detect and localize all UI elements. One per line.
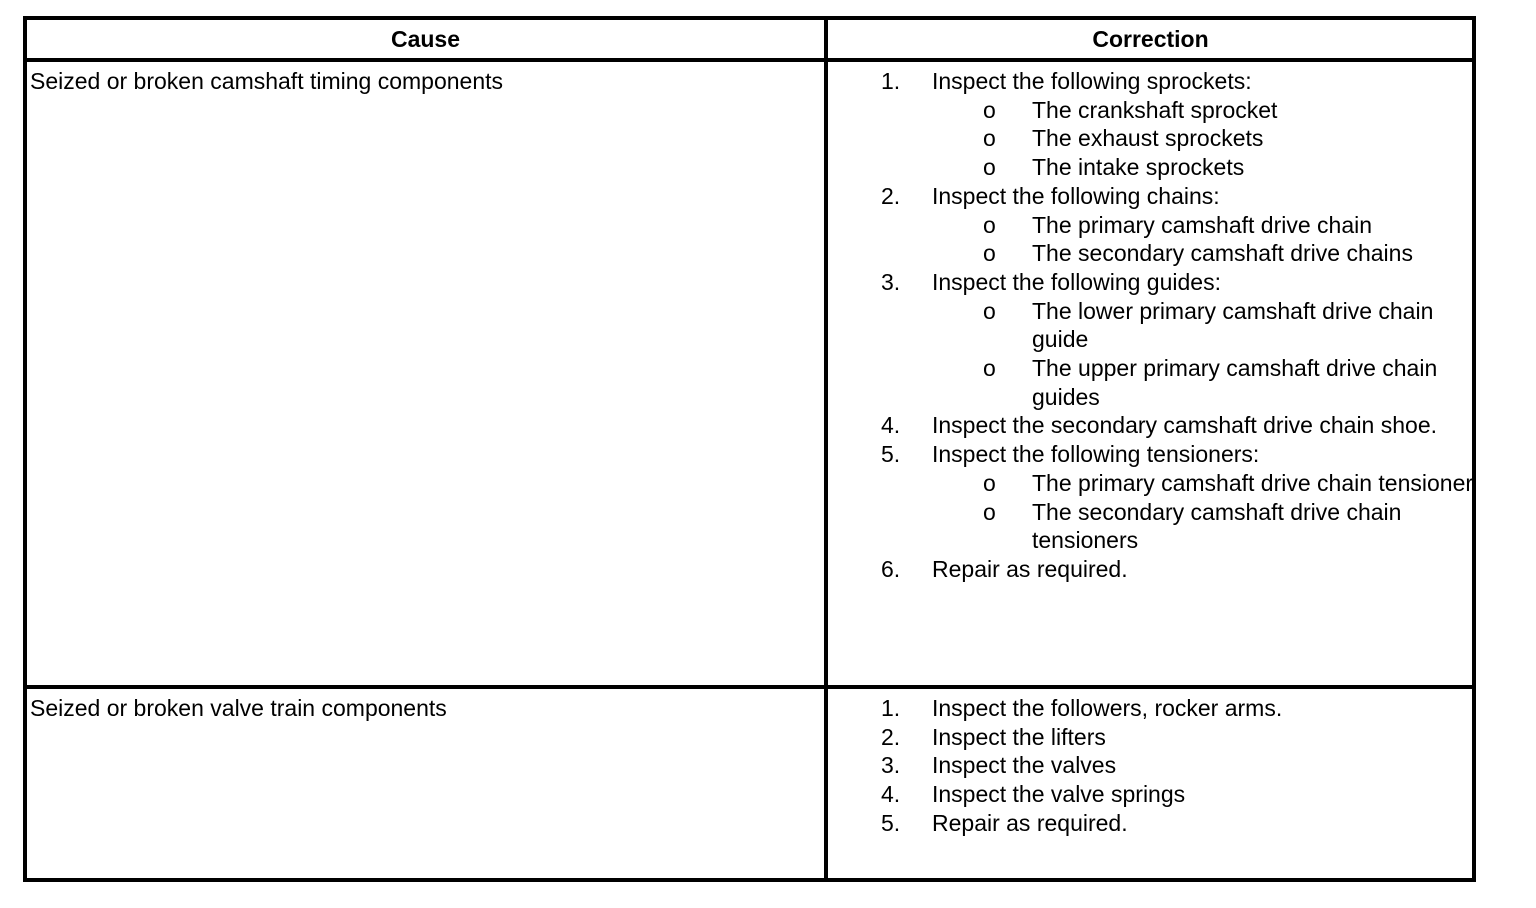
step-number: 5. — [881, 809, 901, 836]
sub-step — [828, 96, 1474, 125]
step-number: 2. — [881, 182, 901, 209]
step-text: Inspect the following guides: — [932, 268, 1221, 295]
row-1-correction-list — [828, 67, 1474, 584]
sub-step-text: The secondary camshaft drive chain tensioners — [1032, 498, 1402, 554]
step-number: 1. — [881, 68, 901, 94]
bullet-icon: o — [983, 498, 996, 525]
step-text: Inspect the secondary camshaft drive chain shoe. — [932, 412, 1438, 439]
bullet-icon: o — [983, 211, 996, 238]
step-number: 4. — [881, 412, 901, 439]
step-number: 3. — [881, 268, 901, 295]
sub-step — [828, 239, 1474, 268]
header-correction: Correction — [1092, 26, 1209, 52]
step — [828, 694, 1474, 723]
step-text: Inspect the valves — [932, 752, 1117, 779]
step — [828, 555, 1474, 584]
sub-step-text: The exhaust sprockets — [1032, 125, 1264, 152]
bullet-icon: o — [983, 96, 996, 123]
bullet-icon: o — [983, 297, 996, 324]
bullet-icon: o — [983, 240, 996, 267]
step-number: 3. — [881, 752, 901, 779]
sub-step — [828, 469, 1474, 498]
step-text: Repair as required. — [932, 555, 1128, 582]
step — [828, 411, 1474, 440]
step — [828, 67, 1474, 96]
sub-step-text: The lower primary camshaft drive chain guide — [1032, 297, 1434, 353]
step — [828, 780, 1474, 809]
step-number: 4. — [881, 781, 901, 808]
step — [828, 268, 1474, 297]
step-text: Inspect the following tensioners: — [932, 441, 1260, 468]
step — [828, 809, 1474, 838]
header-cause: Cause — [390, 26, 461, 52]
sub-step — [828, 498, 1474, 555]
step-text: Inspect the lifters — [932, 723, 1106, 750]
sub-step — [828, 124, 1474, 153]
row-1-cause: Seized or broken camshaft timing components — [30, 68, 504, 94]
bullet-icon: o — [983, 469, 996, 496]
step-text: Inspect the following sprockets: — [932, 68, 1252, 94]
step-number: 2. — [881, 723, 901, 750]
row-2-correction-list — [828, 694, 1474, 838]
sub-step-text: The intake sprockets — [1032, 154, 1245, 181]
step-number: 5. — [881, 441, 901, 468]
step-number: 1. — [881, 695, 901, 721]
bullet-icon: o — [983, 355, 996, 382]
step-text: Inspect the following chains: — [932, 182, 1220, 209]
sub-step-text: The crankshaft sprocket — [1032, 96, 1278, 123]
step — [828, 182, 1474, 211]
header-divider — [27, 58, 1472, 62]
step-text: Repair as required. — [932, 809, 1128, 836]
bullet-icon: o — [983, 154, 996, 181]
step-number: 6. — [881, 555, 901, 582]
sub-step-text: The secondary camshaft drive chains — [1032, 240, 1413, 267]
row-divider — [27, 685, 1472, 689]
sub-step — [828, 211, 1474, 240]
step — [828, 723, 1474, 752]
step — [828, 751, 1474, 780]
row-2-cause: Seized or broken valve train components — [30, 695, 447, 721]
step — [828, 440, 1474, 469]
step-text: Inspect the valve springs — [932, 781, 1186, 808]
step-text: Inspect the followers, rocker arms. — [932, 695, 1283, 721]
sub-step-text: The upper primary camshaft drive chain guides — [1032, 355, 1438, 410]
sub-step-text: The primary camshaft drive chain tensioner — [1032, 469, 1474, 496]
sub-step-text: The primary camshaft drive chain — [1032, 211, 1373, 238]
sub-step — [828, 297, 1474, 354]
diagnostic-table — [23, 16, 1476, 882]
sub-step — [828, 354, 1474, 411]
bullet-icon: o — [983, 125, 996, 152]
sub-step — [828, 153, 1474, 182]
